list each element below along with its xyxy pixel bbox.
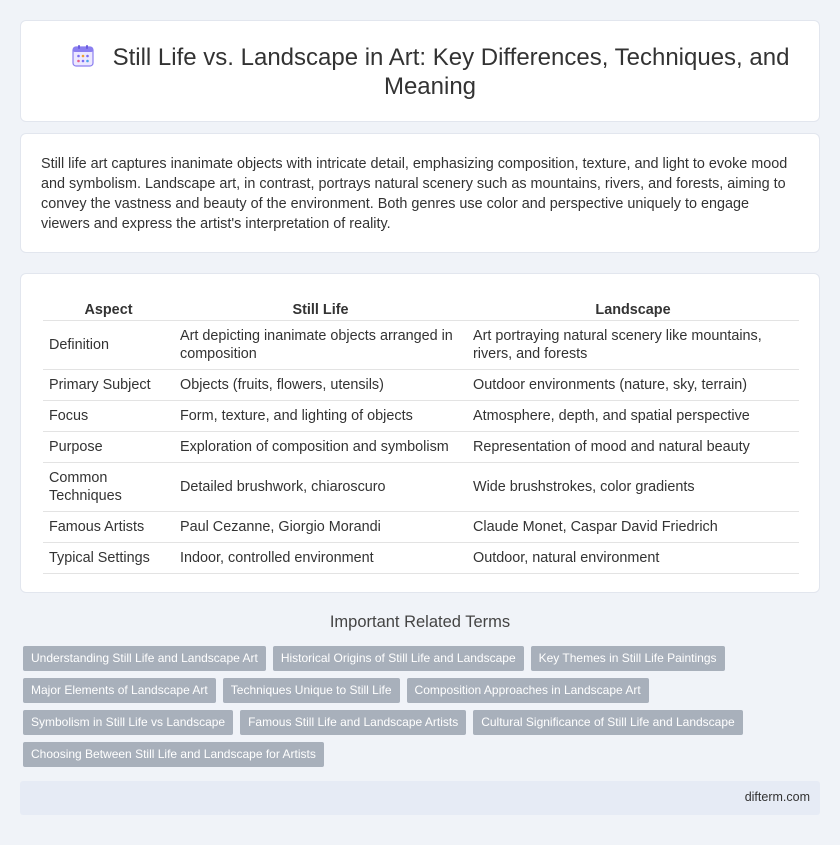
comparison-table-card: [20, 273, 820, 593]
cell-aspect: Common Techniques: [43, 462, 174, 511]
cell-landscape: Atmosphere, depth, and spatial perspective: [467, 400, 799, 431]
cell-still-life: Paul Cezanne, Giorgio Morandi: [174, 511, 467, 542]
cell-still-life: Objects (fruits, flowers, utensils): [174, 369, 467, 400]
related-terms-list: [23, 646, 803, 774]
related-term-tag[interactable]: Understanding Still Life and Landscape Art: [23, 646, 266, 671]
cell-aspect: Primary Subject: [43, 369, 174, 400]
related-term-tag[interactable]: Choosing Between Still Life and Landscape for Artists: [23, 742, 324, 767]
table-row: [43, 542, 799, 573]
header-aspect: Aspect: [84, 301, 133, 318]
related-term-tag[interactable]: Composition Approaches in Landscape Art: [407, 678, 649, 703]
calendar-grid-icon: [71, 44, 95, 68]
cell-landscape: Art portraying natural scenery like mountains, rivers, and forests: [467, 320, 799, 369]
cell-landscape: Wide brushstrokes, color gradients: [467, 462, 799, 511]
cell-landscape: Outdoor environments (nature, sky, terrain): [467, 369, 799, 400]
intro-paragraph: Still life art captures inanimate objects with intricate detail, emphasizing composition, texture, and light to evoke mood and symbolism. Landscape art, in contrast, portrays natural scenery such as mountains, rivers, and forests, aiming to convey the vastness and beauty of the environment. Both genres use color and perspective uniquely to engage viewers and express the artist's interpretation of reality.: [41, 156, 788, 232]
header-card: [20, 20, 820, 122]
intro-card: [20, 133, 820, 253]
footer: [20, 781, 820, 815]
table-row: [43, 462, 799, 511]
header-still-life: Still Life: [292, 301, 349, 318]
table-row: [43, 320, 799, 369]
cell-landscape: Outdoor, natural environment: [467, 542, 799, 573]
related-term-tag[interactable]: Symbolism in Still Life vs Landscape: [23, 710, 233, 735]
cell-aspect: Definition: [43, 320, 174, 369]
related-term-tag[interactable]: Historical Origins of Still Life and Landscape: [273, 646, 524, 671]
cell-still-life: Exploration of composition and symbolism: [174, 431, 467, 462]
related-term-tag[interactable]: Famous Still Life and Landscape Artists: [240, 710, 466, 735]
cell-aspect: Purpose: [43, 431, 174, 462]
related-terms-title: Important Related Terms: [329, 613, 511, 631]
cell-still-life: Detailed brushwork, chiaroscuro: [174, 462, 467, 511]
related-term-tag[interactable]: Techniques Unique to Still Life: [223, 678, 400, 703]
table-row: [43, 431, 799, 462]
related-term-tag[interactable]: Key Themes in Still Life Paintings: [531, 646, 725, 671]
title-wrap: [61, 43, 799, 101]
cell-aspect: Focus: [43, 400, 174, 431]
footer-site-link[interactable]: difterm.com: [744, 790, 810, 804]
table-header-row: [43, 294, 799, 320]
cell-still-life: Indoor, controlled environment: [174, 542, 467, 573]
cell-landscape: Representation of mood and natural beauty: [467, 431, 799, 462]
related-term-tag[interactable]: Major Elements of Landscape Art: [23, 678, 216, 703]
table-row: [43, 511, 799, 542]
cell-still-life: Form, texture, and lighting of objects: [174, 400, 467, 431]
cell-still-life: Art depicting inanimate objects arranged in composition: [174, 320, 467, 369]
header-landscape: Landscape: [595, 301, 671, 318]
table-row: [43, 400, 799, 431]
page-title: Still Life vs. Landscape in Art: Key Differences, Techniques, and Meaning: [112, 44, 790, 100]
cell-aspect: Famous Artists: [43, 511, 174, 542]
related-term-tag[interactable]: Cultural Significance of Still Life and Landscape: [473, 710, 743, 735]
cell-landscape: Claude Monet, Caspar David Friedrich: [467, 511, 799, 542]
table-row: [43, 369, 799, 400]
cell-aspect: Typical Settings: [43, 542, 174, 573]
comparison-table: [43, 294, 799, 574]
